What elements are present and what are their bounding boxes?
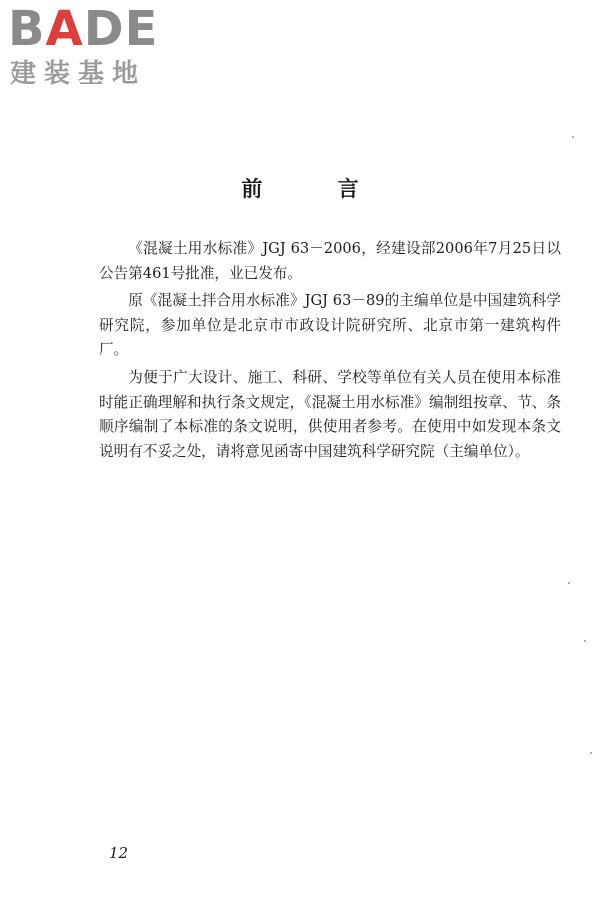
logo-wordmark: BADE xyxy=(8,1,159,57)
scan-speck xyxy=(590,752,592,754)
logo-chinese-text: 建装基地 xyxy=(10,59,147,89)
bade-logo xyxy=(8,2,183,94)
scan-speck xyxy=(572,136,574,138)
page-title: 前 言 xyxy=(241,176,393,201)
paragraph-1: 《混凝土用水标准》JGJ 63－2006，经建设部2006年7月25日以公告第461号批准，业已发布。 xyxy=(99,240,561,282)
scan-speck xyxy=(584,640,586,642)
scan-speck xyxy=(568,582,570,584)
preface-body xyxy=(99,237,561,467)
logo-accent-letter: A xyxy=(45,1,84,57)
paragraph-2: 原《混凝土拌合用水标准》JGJ 63－89的主编单位是中国建筑科学研究院，参加单位是北京市市政设计院研究所、北京市第一建筑构件厂。 xyxy=(99,292,561,359)
page-number: 12 xyxy=(109,844,129,862)
paragraph-3: 为便于广大设计、施工、科研、学校等单位有关人员在使用本标准时能正确理解和执行条文规定，《混凝土用水标准》编制组按章、节、条顺序编制了本标准的条文说明，供使用者参考。在使用中如发现本条文说明有不妥之处，请将意见函寄中国建筑科学研究院（主编单位）。 xyxy=(99,368,561,460)
